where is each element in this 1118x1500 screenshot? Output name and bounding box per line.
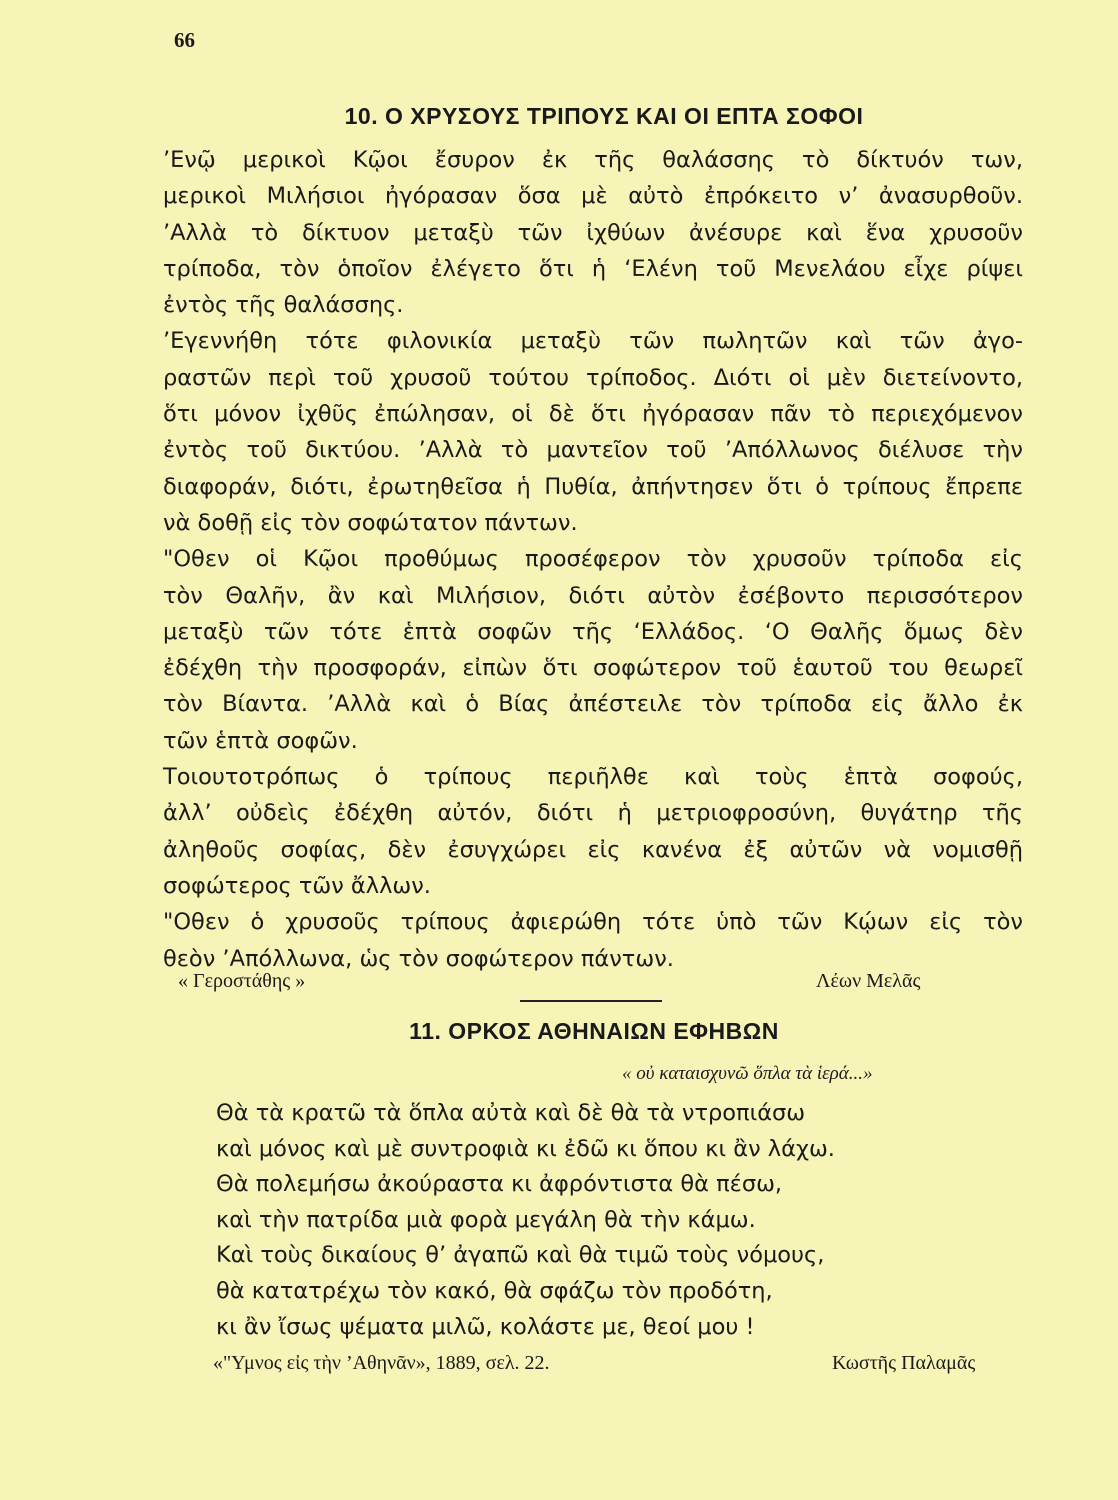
body-line: ’Ενῷ μερικοὶ Κῷοι ἔσυρον ἐκ τῆς θαλάσσης τὸ δίκτυόν των, bbox=[163, 147, 1023, 173]
body-line: θεὸν ’Απόλλωνα, ὡς τὸν σοφώτερον πάντων. bbox=[163, 945, 674, 972]
body-line: μεταξὺ τῶν τότε ἑπτὰ σοφῶν τῆς ‘Ελλάδος. ‘Ο Θαλῆς ὅμως δὲν bbox=[163, 618, 1023, 645]
body-line: Τοιουτοτρόπως ὁ τρίπους περιῆλθε καὶ τοὺς ἑπτὰ σοφούς, bbox=[163, 764, 1023, 791]
body-line: ἐντὸς τῆς θαλάσσης. bbox=[163, 292, 404, 319]
section-1-title bbox=[0, 103, 1118, 130]
section-2-title-text: 11. ΟΡΚΟΣ ΑΘΗΝΑΙΩΝ ΕΦΗΒΩΝ bbox=[409, 1018, 779, 1044]
body-line: ἐντὸς τοῦ δικτύου. ’Αλλὰ τὸ μαντεῖον τοῦ ’Απόλλωνος διέλυσε τὴν bbox=[163, 437, 1023, 464]
poem-verse: Θὰ πολεμήσω ἀκούραστα κι ἀφρόντιστα θὰ πέσω, bbox=[216, 1171, 783, 1198]
section-2-source: «"Υμνος εἰς τὴν ’Αθηνᾶν», 1889, σελ. 22. bbox=[213, 1352, 550, 1374]
body-line: μερικοὶ Μιλήσιοι ἠγόρασαν ὅσα μὲ αὐτὸ ἐπρόκειτο ν’ ἀνασυρθοῦν. bbox=[163, 183, 1023, 210]
poem-verse: Θὰ τὰ κρατῶ τὰ ὅπλα αὐτὰ καὶ δὲ θὰ τὰ ντροπιάσω bbox=[216, 1100, 806, 1126]
body-line: τῶν ἑπτὰ σοφῶν. bbox=[163, 727, 358, 754]
body-line: ἐδέχθη τὴν προσφοράν, εἰπὼν ὅτι σοφώτερον τοῦ ἑαυτοῦ του θεωρεῖ bbox=[163, 655, 1023, 682]
poem-verse: κι ἂν ἴσως ψέματα μιλῶ, κολάστε με, θεοί μου ! bbox=[216, 1313, 755, 1340]
poem-verse: καὶ μόνος καὶ μὲ συντροφιὰ κι ἐδῶ κι ὅπου κι ἂν λάχω. bbox=[216, 1135, 835, 1162]
body-line: ἀλλ’ οὐδεὶς ἐδέχθη αὐτόν, διότι ἡ μετριοφροσύνη, θυγάτηρ τῆς bbox=[163, 800, 1023, 827]
body-line: τρίποδα, τὸν ὁποῖον ἐλέγετο ὅτι ἡ ‘Ελένη τοῦ Μενελάου εἶχε ρίψει bbox=[163, 255, 1023, 282]
body-line: σοφώτερος τῶν ἄλλων. bbox=[163, 872, 431, 899]
section-divider bbox=[520, 1000, 662, 1002]
poem-verse: καὶ τὴν πατρίδα μιὰ φορὰ μεγάλη θὰ τὴν κάμω. bbox=[216, 1206, 756, 1233]
body-line: διαφοράν, διότι, ἐρωτηθεῖσα ἡ Πυθία, ἀπήντησεν ὅτι ὁ τρίπους ἔπρεπε bbox=[163, 473, 1023, 500]
poem-verse: θὰ κατατρέχω τὸν κακό, θὰ σφάζω τὸν προδότη, bbox=[216, 1277, 773, 1304]
body-line: "Οθεν οἱ Κῷοι προθύμως προσέφερον τὸν χρυσοῦν τρίποδα εἰς bbox=[163, 546, 1023, 573]
section-1-body bbox=[163, 142, 1023, 977]
section-2-title bbox=[0, 1018, 1118, 1045]
section-2-poem bbox=[216, 1096, 976, 1345]
section-2-author: Κωστῆς Παλαμᾶς bbox=[832, 1352, 976, 1374]
body-line: νὰ δοθῇ εἰς τὸν σοφώτατον πάντων. bbox=[163, 509, 578, 536]
section-1-source: « Γεροστάθης » bbox=[178, 970, 306, 992]
section-2-epigraph: « οὐ καταισχυνῶ ὅπλα τὰ ἱερά...» bbox=[622, 1063, 873, 1084]
body-line: τὸν Βίαντα. ’Αλλὰ καὶ ὁ Βίας ἀπέστειλε τὸν τρίποδα εἰς ἄλλο ἐκ bbox=[163, 691, 1023, 718]
body-line: τὸν Θαλῆν, ἂν καὶ Μιλήσιον, διότι αὐτὸν ἐσέβοντο περισσότερον bbox=[163, 582, 1023, 609]
section-1-title-text: 10. Ο ΧΡΥΣΟΥΣ ΤΡΙΠΟΥΣ ΚΑΙ ΟΙ ΕΠΤΑ ΣΟΦΟΙ bbox=[344, 103, 864, 129]
body-line: ’Εγεννήθη τότε φιλονικία μεταξὺ τῶν πωλητῶν καὶ τῶν ἀγο- bbox=[163, 328, 1023, 355]
poem-verse: Καὶ τοὺς δικαίους θ’ ἀγαπῶ καὶ θὰ τιμῶ τοὺς νόμους, bbox=[216, 1242, 825, 1269]
body-line: "Οθεν ὁ χρυσοῦς τρίπους ἀφιερώθη τότε ὑπὸ τῶν Κῴων εἰς τὸν bbox=[163, 909, 1023, 936]
body-line: ’Αλλὰ τὸ δίκτυον μεταξὺ τῶν ἰχθύων ἀνέσυρε καὶ ἕνα χρυσοῦν bbox=[163, 219, 1023, 246]
section-1-author: Λέων Μελᾶς bbox=[816, 970, 921, 992]
body-line: ραστῶν περὶ τοῦ χρυσοῦ τούτου τρίποδος. Διότι οἱ μὲν διετείνοντο, bbox=[163, 364, 1023, 391]
body-line: ἀληθοῦς σοφίας, δὲν ἐσυγχώρει εἰς κανένα ἐξ αὐτῶν νὰ νομισθῇ bbox=[163, 836, 1023, 863]
page-number: 66 bbox=[174, 28, 195, 52]
body-line: ὅτι μόνον ἰχθῦς ἐπώλησαν, οἱ δὲ ὅτι ἠγόρασαν πᾶν τὸ περιεχόμενον bbox=[163, 401, 1023, 428]
